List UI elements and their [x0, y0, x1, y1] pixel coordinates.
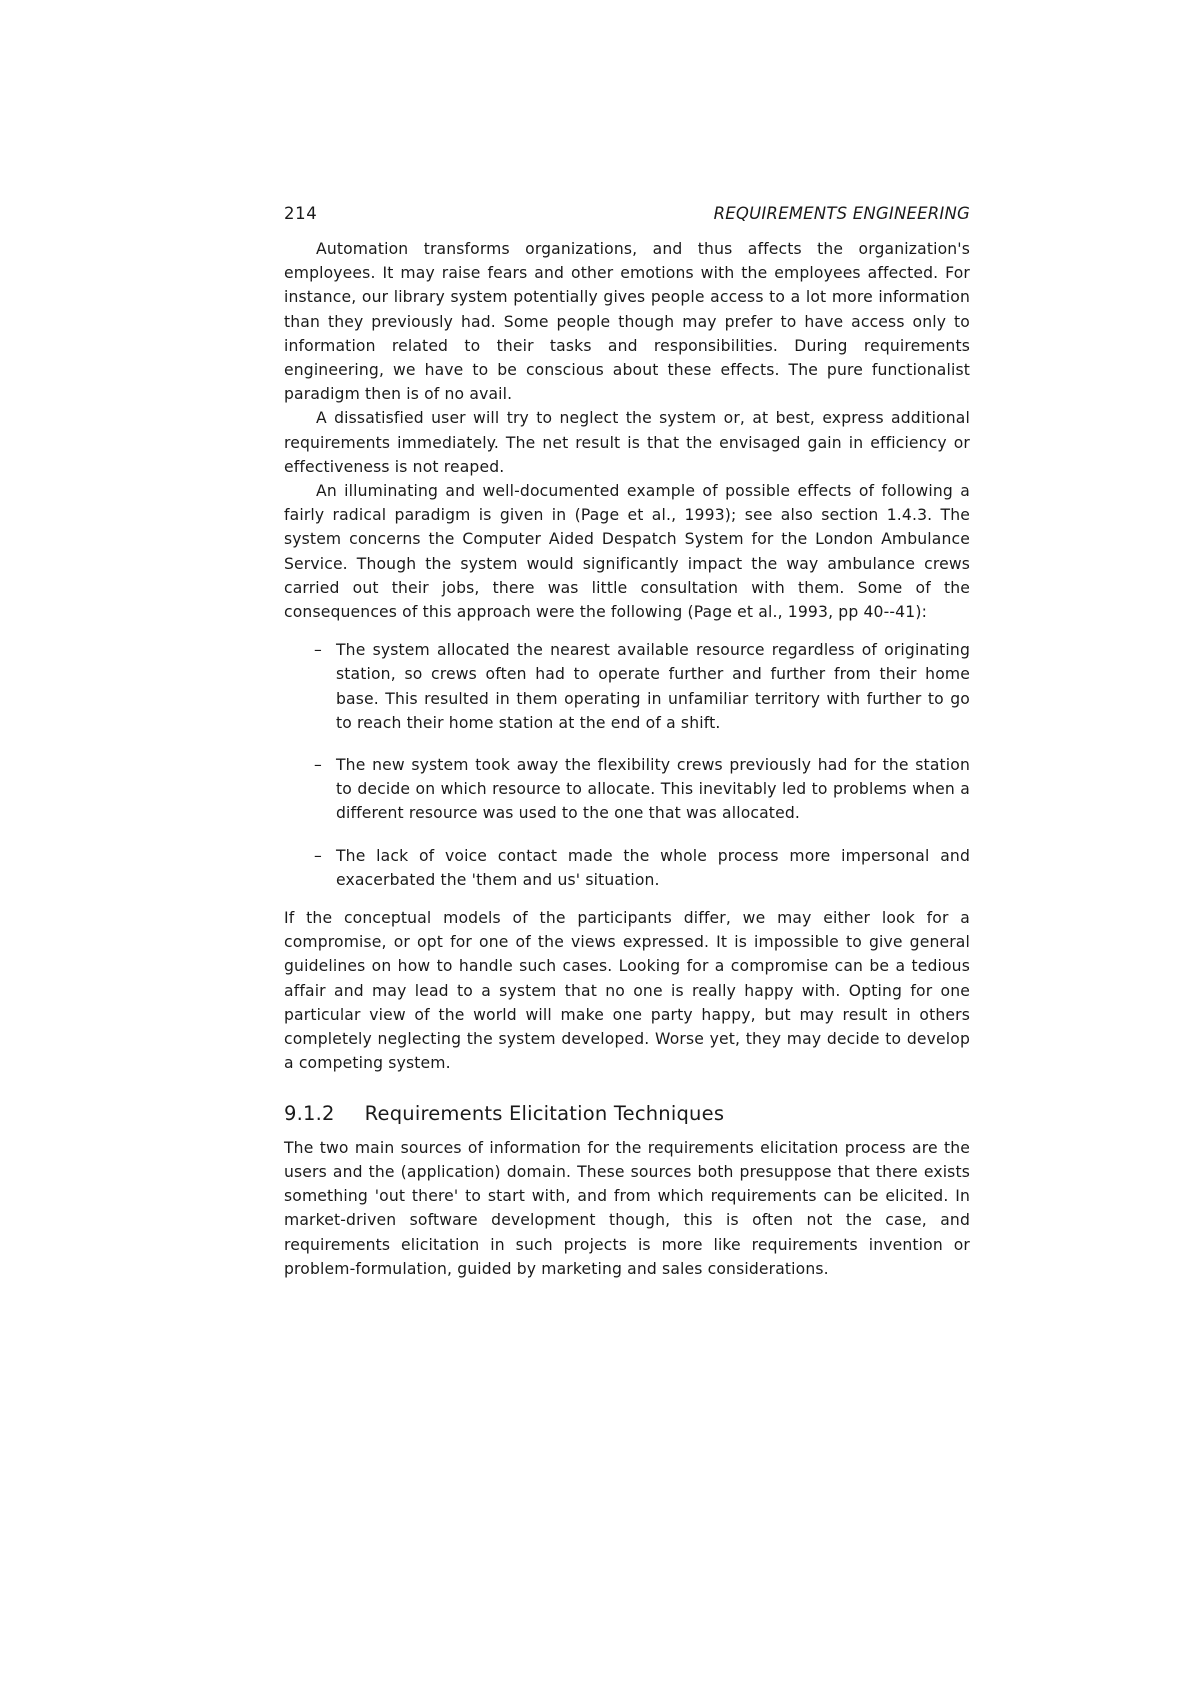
list-dash: –: [314, 641, 322, 660]
paragraph-dissatisfied-user: A dissatisfied user will try to neglect the system or, at best, express additional requirements immediately. The net result is that the envisaged gain in efficiency or effectiveness is not reaped.: [284, 409, 970, 476]
list-item-text: The new system took away the flexibility crews previously had for the station to decide on which resource to allocate. This inevitably led to problems when a different resource was used to the one that was allocated.: [336, 756, 970, 823]
paragraph-automation: Automation transforms organizations, and thus affects the organization's employees. It may raise fears and other emotions with the employees affected. For instance, our library system potentially gives people access to a lot more information than they previously had. Some people though may prefer to have access only to information related to their tasks and responsibilities. During requirements engineering, we have to be conscious about these effects. The pure functionalist paradigm then is of no avail.: [284, 240, 970, 404]
list-dash: –: [314, 756, 322, 775]
book-page: [284, 204, 970, 1281]
list-item-text: The lack of voice contact made the whole process more impersonal and exacerbated the 'them and us' situation.: [336, 846, 970, 889]
paragraph-elicitation-sources: The two main sources of information for the requirements elicitation process are the users and the (application) domain. These sources both presuppose that there exists something 'out there' to start with, and from which requirements can be elicited. In market-driven software development though, this is often not the case, and requirements elicitation in such projects is more like requirements invention or problem-formulation, guided by marketing and sales considerations.: [284, 1138, 970, 1278]
consequences-list: [284, 638, 970, 892]
list-item: [284, 753, 970, 826]
list-dash: –: [314, 846, 322, 865]
section-title: Requirements Elicitation Techniques: [364, 1101, 725, 1125]
paragraph-london-ambulance: An illuminating and well-documented example of possible effects of following a fairly radical paradigm is given in (Page et al., 1993); see also section 1.4.3. The system concerns the Computer Aided Despatch System for the London Ambulance Service. Though the system would significantly impact the way ambulance crews carried out their jobs, there was little consultation with them. Some of the consequences of this approach were the following (Page et al., 1993, pp 40--41):: [284, 482, 970, 622]
list-item: [284, 638, 970, 735]
body-text: [284, 237, 970, 1281]
section-number: 9.1.2: [284, 1101, 335, 1125]
list-item: [284, 844, 970, 892]
paragraph-conceptual-models: If the conceptual models of the participants differ, we may either look for a compromise, or opt for one of the views expressed. It is impossible to give general guidelines on how to handle such cases. Looking for a compromise can be a tedious affair and may lead to a system that no one is really happy with. Opting for one particular view of the world will make one party happy, but may result in others completely neglecting the system developed. Worse yet, they may decide to develop a competing system.: [284, 909, 970, 1073]
page-number: 214: [284, 204, 318, 223]
running-title: REQUIREMENTS ENGINEERING: [713, 204, 970, 223]
running-head: [284, 204, 970, 223]
section-heading: [284, 1102, 970, 1126]
list-item-text: The system allocated the nearest available resource regardless of originating station, so crews often had to operate further and further from their home base. This resulted in them operating in unfamiliar territory with further to go to reach their home station at the end of a shift.: [336, 641, 970, 732]
